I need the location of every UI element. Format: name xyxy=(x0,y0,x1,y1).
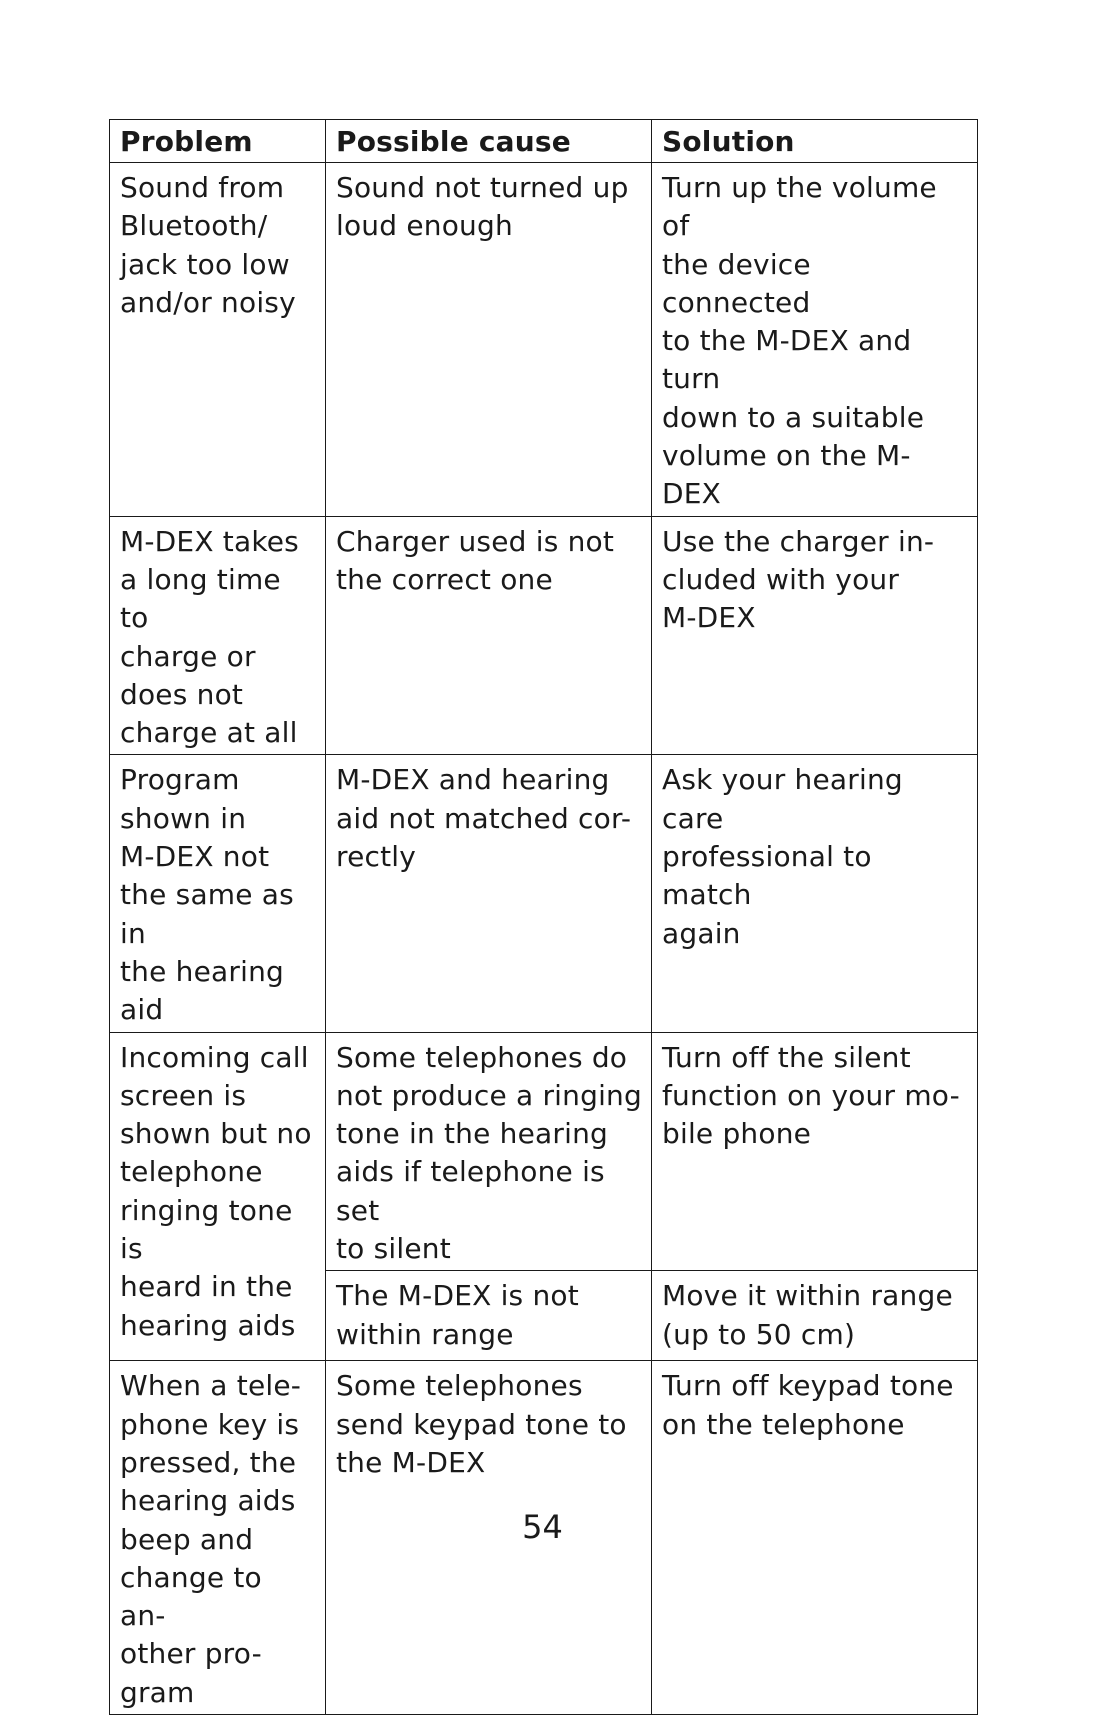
solution-cell: Turn off the silent function on your mo- bile phone xyxy=(652,1032,978,1271)
table-row xyxy=(110,1032,978,1271)
problem-cell: Program shown in M-DEX not the same as in the hearing aid xyxy=(110,755,326,1032)
problem-cell: Sound from Bluetooth/ jack too low and/or noisy xyxy=(110,163,326,517)
table-row xyxy=(110,163,978,517)
problem-cell: When a tele- phone key is pressed, the hearing aids beep and change to an- other pro- gram xyxy=(110,1361,326,1715)
cause-cell: Some telephones send keypad tone to the M-DEX xyxy=(326,1361,652,1715)
table-header-row xyxy=(110,120,978,163)
table-row xyxy=(110,516,978,755)
table-row xyxy=(110,755,978,1032)
problem-cell: M-DEX takes a long time to charge or does not charge at all xyxy=(110,516,326,755)
cause-cell: Some telephones do not produce a ringing tone in the hearing aids if telephone is set to silent xyxy=(326,1032,652,1271)
column-header-problem: Problem xyxy=(110,120,326,163)
page-number: 54 xyxy=(522,1508,563,1546)
troubleshooting-table xyxy=(109,119,978,1715)
cause-cell: M-DEX and hearing aid not matched cor- rectly xyxy=(326,755,652,1032)
solution-cell: Move it within range (up to 50 cm) xyxy=(652,1271,978,1361)
solution-cell: Turn up the volume of the device connected to the M-DEX and turn down to a suitable volume on the M-DEX xyxy=(652,163,978,517)
solution-cell: Ask your hearing care professional to match again xyxy=(652,755,978,1032)
column-header-possible-cause: Possible cause xyxy=(326,120,652,163)
solution-cell: Turn off keypad tone on the telephone xyxy=(652,1361,978,1715)
cause-cell: Sound not turned up loud enough xyxy=(326,163,652,517)
solution-cell: Use the charger in- cluded with your M-DEX xyxy=(652,516,978,755)
problem-cell: Incoming call screen is shown but no telephone ringing tone is heard in the hearing aids xyxy=(110,1032,326,1361)
cause-cell: The M-DEX is not within range xyxy=(326,1271,652,1361)
column-header-solution: Solution xyxy=(652,120,978,163)
cause-cell: Charger used is not the correct one xyxy=(326,516,652,755)
